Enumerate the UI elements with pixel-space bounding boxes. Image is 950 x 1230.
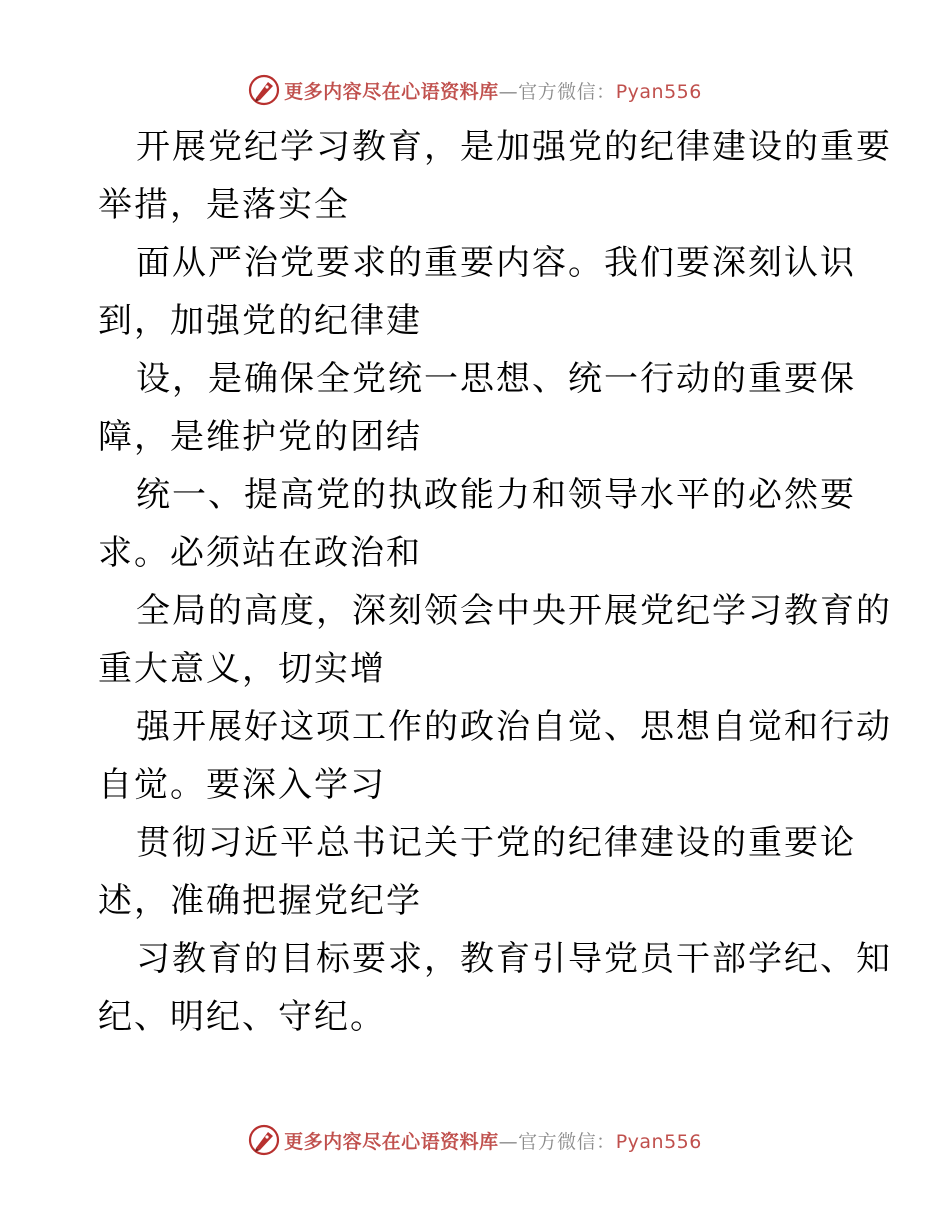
- banner-wechat-label: 官方微信：: [518, 80, 616, 103]
- paragraph-line: 障，是维护党的团结: [98, 417, 422, 457]
- document-body: [98, 118, 892, 1046]
- paragraph-line: 设，是确保全党统一思想、统一行动的重要保: [136, 359, 856, 399]
- paragraph-line: 强开展好这项工作的政治自觉、思想自觉和行动: [136, 707, 892, 747]
- banner-wechat-label: 官方微信：: [518, 1130, 616, 1153]
- banner-dash: —: [498, 80, 519, 103]
- paragraph-line: 举措，是落实全: [98, 185, 350, 225]
- paragraph-line: 统一、提高党的执政能力和领导水平的必然要: [136, 475, 856, 515]
- header-banner: [0, 70, 950, 110]
- paragraph-line: 述，准确把握党纪学: [98, 881, 422, 921]
- paragraph-line: 到，加强党的纪律建: [98, 301, 422, 341]
- paragraph-line: 面从严治党要求的重要内容。我们要深刻认识: [136, 243, 856, 283]
- paragraph-line: 纪、明纪、守纪。: [98, 997, 386, 1037]
- banner-title: 更多内容尽在心语资料库: [284, 80, 499, 103]
- paragraph-line: 重大意义，切实增: [98, 649, 386, 689]
- paragraph-line: 贯彻习近平总书记关于党的纪律建设的重要论: [136, 823, 856, 863]
- paragraph-line: 求。必须站在政治和: [98, 533, 422, 573]
- banner-dash: —: [498, 1130, 519, 1153]
- banner-title: 更多内容尽在心语资料库: [284, 1130, 499, 1153]
- header-banner-text: [284, 77, 702, 104]
- paragraph-line: 全局的高度，深刻领会中央开展党纪学习教育的: [136, 591, 892, 631]
- footer-banner-text: [284, 1127, 702, 1154]
- paragraph-line: 自觉。要深入学习: [98, 765, 386, 805]
- paragraph-line: 习教育的目标要求，教育引导党员干部学纪、知: [136, 939, 892, 979]
- banner-wechat-id: Pyan556: [615, 80, 702, 103]
- pen-nib-logo-icon: [248, 1124, 280, 1156]
- footer-banner: [0, 1120, 950, 1160]
- pen-nib-logo-icon: [248, 74, 280, 106]
- banner-wechat-id: Pyan556: [615, 1130, 702, 1153]
- paragraph-line: 开展党纪学习教育，是加强党的纪律建设的重要: [136, 127, 892, 167]
